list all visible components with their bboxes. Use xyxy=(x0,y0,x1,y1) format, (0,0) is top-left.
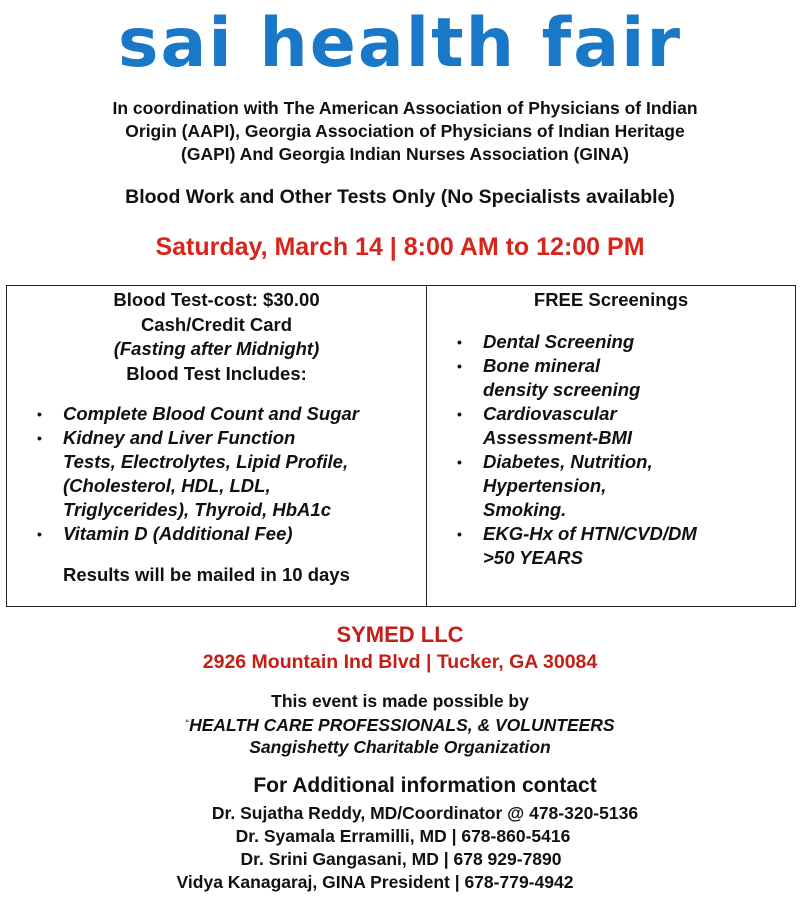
blood-test-cell xyxy=(7,286,427,606)
list-item-text: Cardiovascular Assessment-BMI xyxy=(483,403,633,448)
screenings-cell xyxy=(427,286,795,606)
blood-test-cost: Blood Test-cost: $30.00 xyxy=(113,289,320,310)
list-item xyxy=(427,522,733,570)
includes-heading: Blood Test Includes: xyxy=(126,362,307,384)
contact-item: Vidya Kanagaraj, GINA President | 678-779-4942 xyxy=(176,872,574,892)
fasting-note: (Fasting after Midnight) xyxy=(113,338,320,359)
sponsor-line: Sangishetty Charitable Organization xyxy=(249,737,551,757)
payment-methods: Cash/Credit Card xyxy=(140,313,293,335)
list-item-text: Complete Blood Count and Sugar xyxy=(63,403,359,424)
bullet-icon: • xyxy=(457,454,462,470)
location-address: 2926 Mountain Ind Blvd | Tucker, GA 30084 xyxy=(202,651,598,673)
screenings-heading: FREE Screenings xyxy=(533,289,689,310)
list-item-text: Dental Screening xyxy=(483,331,635,352)
tests-note: Blood Work and Other Tests Only (No Specialists available) xyxy=(125,186,675,208)
list-item xyxy=(427,330,733,354)
list-item-text: Kidney and Liver Function Tests, Electrolytes, Lipid Profile, (Cholesterol, HDL, LDL, Triglycerides), Thyroid, HbA1c xyxy=(63,427,349,520)
sponsor-line xyxy=(0,713,800,737)
contact-item: Dr. Syamala Erramilli, MD | 678-860-5416 xyxy=(235,826,571,846)
bullet-icon: • xyxy=(457,526,462,542)
coordination-line: In coordination with The American Association of Physicians of Indian xyxy=(112,98,698,118)
list-item-text: Vitamin D (Additional Fee) xyxy=(63,523,293,544)
list-item-text: Diabetes, Nutrition, Hypertension, Smoking. xyxy=(483,451,653,520)
list-item xyxy=(7,426,353,522)
list-item xyxy=(427,354,663,402)
sponsor-line: This event is made possible by xyxy=(271,691,529,711)
list-item xyxy=(7,522,359,546)
screenings-list xyxy=(427,330,733,570)
bullet-icon: • xyxy=(37,430,42,446)
bullet-icon: • xyxy=(457,358,462,374)
coordination-line: Origin (AAPI), Georgia Association of Physicians of Indian Heritage xyxy=(125,121,685,141)
coordination-line: (GAPI) And Georgia Indian Nurses Association (GINA) xyxy=(181,144,629,164)
contact-item: Dr. Sujatha Reddy, MD/Coordinator @ 478-320-5136 xyxy=(211,803,639,823)
results-note: Results will be mailed in 10 days xyxy=(63,564,350,585)
coordination-text xyxy=(60,97,750,166)
page-title: sai health fair xyxy=(118,4,682,83)
list-item xyxy=(427,402,733,450)
list-item-text: Bone mineral density screening xyxy=(483,355,641,400)
contact-list xyxy=(0,802,800,894)
event-date: Saturday, March 14 | 8:00 AM to 12:00 PM xyxy=(155,233,645,261)
bullet-icon: • xyxy=(457,406,462,422)
sponsor-organizations: HEALTH CARE PROFESSIONALS, & VOLUNTEERS xyxy=(189,714,615,735)
list-item xyxy=(427,450,693,522)
open-quote: “ xyxy=(185,717,190,730)
blood-test-list xyxy=(7,402,359,546)
list-item-text: EKG-Hx of HTN/CVD/DM >50 YEARS xyxy=(483,523,697,568)
sponsor-block xyxy=(0,690,800,759)
bullet-icon: • xyxy=(37,406,42,422)
location-name: SYMED LLC xyxy=(336,622,464,647)
bullet-icon: • xyxy=(37,526,42,542)
bullet-icon: • xyxy=(457,334,462,350)
contact-heading: For Additional information contact xyxy=(253,774,597,797)
contact-item: Dr. Srini Gangasani, MD | 678 929-7890 xyxy=(240,849,562,869)
info-table xyxy=(6,285,796,607)
list-item xyxy=(7,402,359,426)
